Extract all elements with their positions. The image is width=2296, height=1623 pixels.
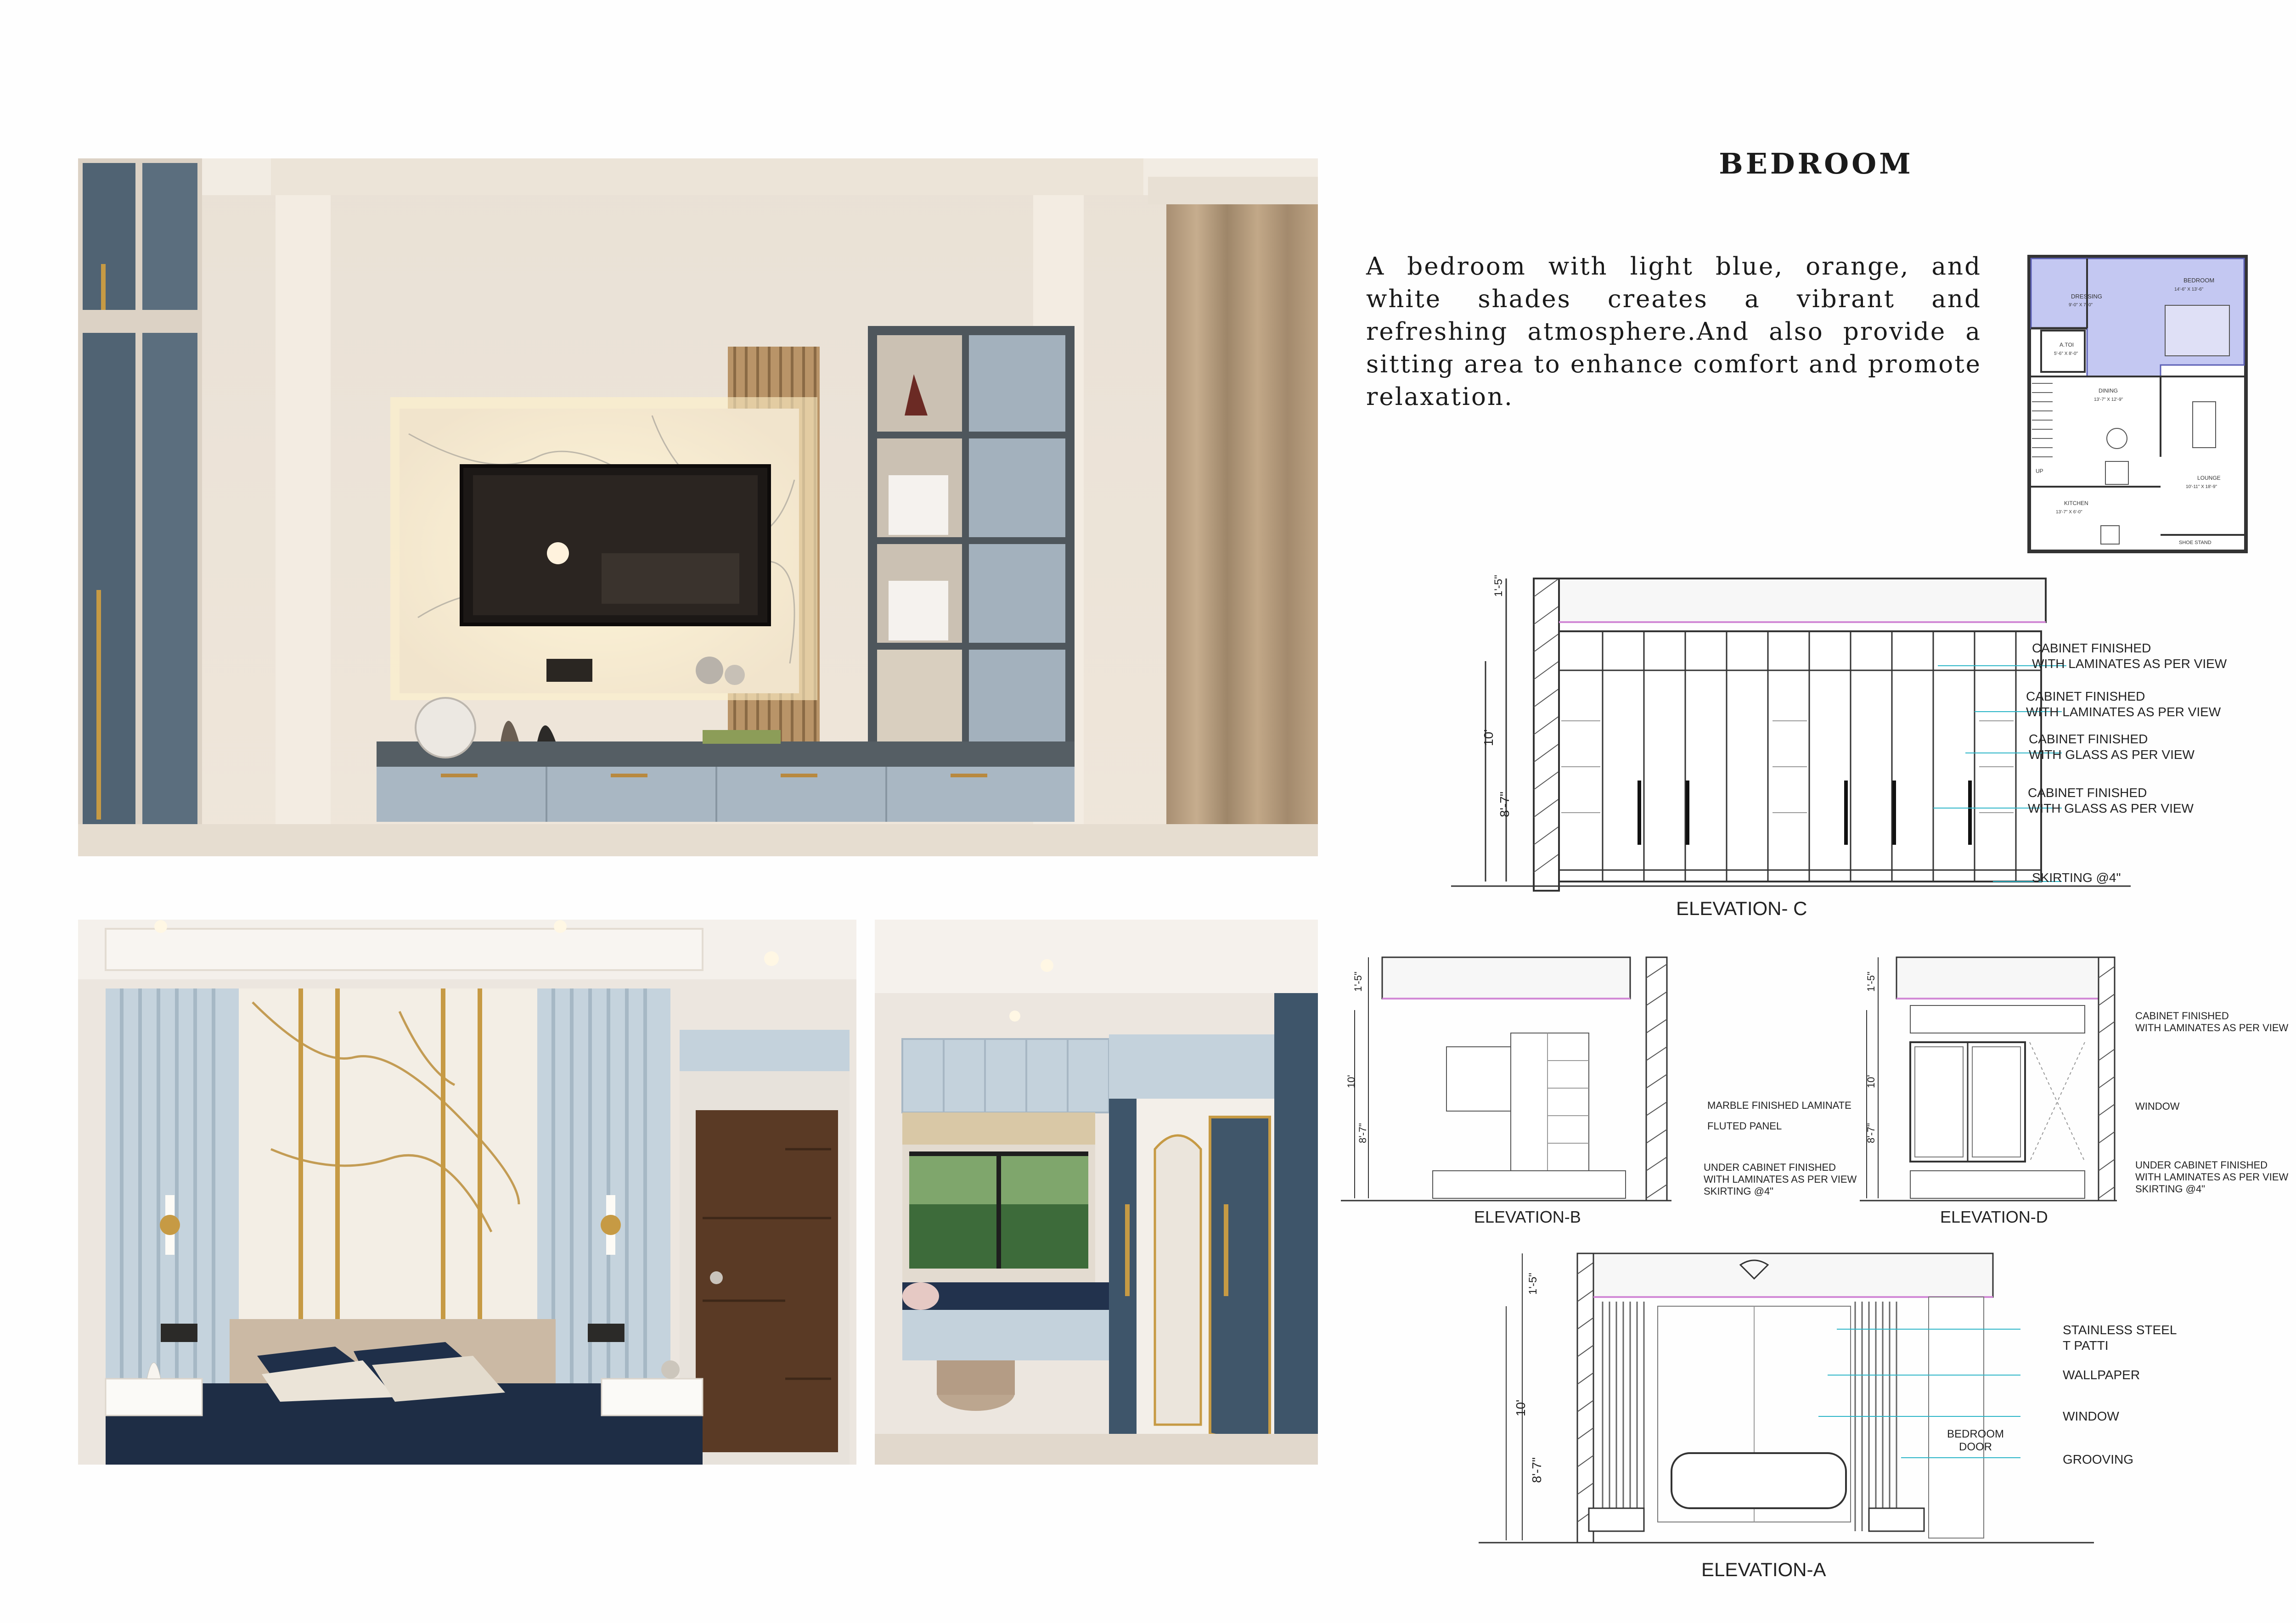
door [696, 1110, 838, 1452]
plan-room-size: 14'-6" X 13'-6" [2174, 287, 2204, 292]
tv-screen [461, 466, 769, 624]
page-description: A bedroom with light blue, orange, and white shades creates a vibrant and refreshing atmosphere.And also provide a sitting area to enhance comfort and promote relaxation. [1366, 253, 1981, 411]
render-wardrobe-seating [875, 920, 1318, 1465]
elev-a-note-5: BEDROOM DOOR [1947, 1428, 2004, 1453]
elev-b-dim-2: 10' [1345, 1075, 1357, 1088]
elevation-d-drawing [1860, 955, 2117, 1207]
plan-label-dressing: DRESSING [2071, 293, 2102, 300]
plan-label-shoe-stand: SHOE STAND [2179, 540, 2212, 545]
elev-a-note-2: WALLPAPER [2063, 1368, 2140, 1382]
elev-c-note-3: CABINET FINISHED WITH GLASS AS PER VIEW [2029, 732, 2195, 762]
elev-c-dim-3: 8'-7" [1497, 792, 1512, 817]
elev-b-dim-1: 1'-5" [1352, 972, 1364, 992]
elev-a-dim-3: 8'-7" [1530, 1457, 1544, 1483]
elevation-c-label: ELEVATION- C [1676, 898, 1807, 919]
elev-b-dim-3: 8'-7" [1357, 1123, 1368, 1143]
elev-c-note-5: SKIRTING @4" [2032, 870, 2121, 885]
elev-a-note-1: STAINLESS STEEL T PATTI [2063, 1323, 2177, 1353]
elev-d-dim-1: 1'-5" [1865, 972, 1877, 992]
elev-d-dim-3: 8'-7" [1865, 1123, 1877, 1143]
elev-a-note-3: WINDOW [2063, 1409, 2119, 1423]
elevation-d-label: ELEVATION-D [1940, 1207, 2048, 1226]
elev-c-dim-1: 1'-5" [1492, 575, 1505, 597]
elev-a-note-4: GROOVING [2063, 1452, 2134, 1466]
plan-label-bedroom: BEDROOM [2183, 277, 2215, 284]
bed-wall-illustration [78, 920, 856, 1465]
elev-d-dim-2: 10' [1865, 1075, 1877, 1088]
plan-room-size: 9'-0" X 7'-0" [2069, 303, 2093, 308]
elev-d-note-1: CABINET FINISHED WITH LAMINATES AS PER VIEW [2135, 1010, 2289, 1033]
plan-room-size: 10'-11" X 18'-9" [2186, 484, 2217, 489]
page-title: BEDROOM [1719, 147, 1913, 180]
wardrobe-illustration [875, 920, 1318, 1465]
plan-label-up: UP [2036, 468, 2043, 474]
elev-a-dim-1: 1'-5" [1527, 1273, 1539, 1295]
elev-c-note-1: CABINET FINISHED WITH LAMINATES AS PER VIEW [2032, 641, 2227, 671]
elev-b-note-3: UNDER CABINET FINISHED WITH LAMINATES AS PER VIEW SKIRTING @4" [1704, 1162, 1857, 1197]
render-tv-unit [78, 158, 1318, 856]
elevation-a-label: ELEVATION-A [1701, 1559, 1826, 1580]
tv-unit-illustration [78, 158, 1318, 856]
plan-label-dining: DINING [2099, 387, 2118, 394]
elevation-a-drawing [1479, 1251, 2094, 1554]
plan-room-size: 13'-7" X 12'-9" [2094, 397, 2123, 402]
plan-room-size: 13'-7" X 6'-0" [2056, 510, 2082, 515]
elev-a-dim-2: 10' [1514, 1399, 1528, 1416]
elev-c-note-4: CABINET FINISHED WITH GLASS AS PER VIEW [2028, 786, 2194, 815]
floor-plan [2027, 255, 2248, 553]
plan-label-kitchen: KITCHEN [2064, 500, 2088, 506]
elev-c-dim-2: 10' [1481, 729, 1496, 746]
elev-c-note-2: CABINET FINISHED WITH LAMINATES AS PER VIEW [2026, 689, 2221, 719]
elevation-b-drawing [1341, 955, 1671, 1207]
plan-room-size: 5'-6" X 8'-0" [2054, 351, 2078, 356]
elevation-b-label: ELEVATION-B [1474, 1207, 1581, 1226]
elev-b-note-2: FLUTED PANEL [1707, 1120, 1782, 1132]
elev-d-note-2: WINDOW [2135, 1101, 2180, 1112]
shelf-unit [868, 326, 1075, 755]
render-bed-wall [78, 920, 856, 1465]
plan-label-lounge: LOUNGE [2197, 475, 2221, 481]
elev-b-note-1: MARBLE FINISHED LAMINATE [1707, 1100, 1851, 1111]
elev-d-note-3: UNDER CABINET FINISHED WITH LAMINATES AS PER VIEW SKIRTING @4" [2135, 1159, 2289, 1195]
plan-label-atoi: A.TOI [2060, 342, 2074, 348]
